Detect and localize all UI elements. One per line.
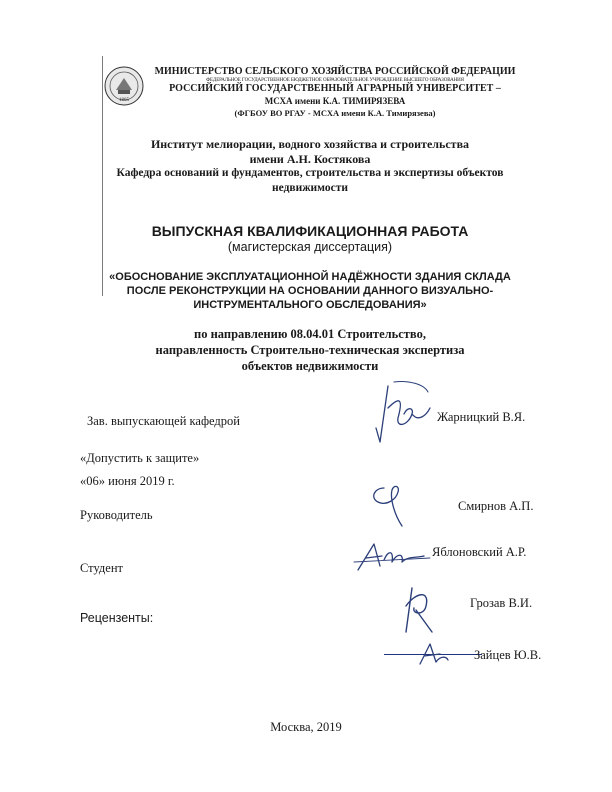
work-type: ВЫПУСКНАЯ КВАЛИФИКАЦИОННАЯ РАБОТА xyxy=(151,223,469,239)
institute-name-line2: имени А.Н. Костякова xyxy=(249,152,371,166)
thesis-title-line2: ПОСЛЕ РЕКОНСТРУКЦИИ НА ОСНОВАНИИ ДАННОГО ВИЗУАЛЬНО- xyxy=(126,285,494,297)
university-name-line2: МСХА имени К.А. ТИМИРЯЗЕВА xyxy=(264,96,406,106)
ministry-name: МИНИСТЕРСТВО СЕЛЬСКОГО ХОЗЯЙСТВА РОССИЙСКОЙ ФЕДЕРАЦИИ xyxy=(154,66,516,77)
head-of-department-signature xyxy=(368,378,438,450)
thesis-title-line1: «ОБОСНОВАНИЕ ЭКСПЛУАТАЦИОННОЙ НАДЁЖНОСТИ ЗДАНИЯ СКЛАДА xyxy=(109,271,511,283)
supervisor-signature xyxy=(362,478,422,534)
student-label: Студент xyxy=(80,561,123,575)
head-of-department-label: Зав. выпускающей кафедрой xyxy=(87,414,240,428)
reviewer2-name: Зайцев Ю.В. xyxy=(474,648,542,662)
supervisor-label: Руководитель xyxy=(80,508,153,522)
direction-line1: по направлению 08.04.01 Строительство, xyxy=(194,327,426,341)
supervisor-name: Смирнов А.П. xyxy=(458,499,534,513)
svg-text:1865: 1865 xyxy=(119,98,129,103)
approval-date: «06» июня 2019 г. xyxy=(80,474,175,488)
reviewers-label: Рецензенты: xyxy=(80,611,154,625)
department-name-line2: недвижимости xyxy=(271,182,348,194)
institution-type: ФЕДЕРАЛЬНОЕ ГОСУДАРСТВЕННОЕ БЮДЖЕТНОЕ ОБРАЗОВАТЕЛЬНОЕ УЧРЕЖДЕНИЕ ВЫСШЕГО ОБРАЗОВАНИЯ xyxy=(206,78,464,83)
direction-line3: объектов недвижимости xyxy=(241,359,379,373)
thesis-title-line3: ИНСТРУМЕНТАЛЬНОГО ОБСЛЕДОВАНИЯ» xyxy=(193,299,427,311)
university-abbreviation: (ФГБОУ ВО РГАУ - МСХА имени К.А. Тимирязева) xyxy=(234,108,436,118)
work-subtype: (магистерская диссертация) xyxy=(227,240,393,254)
direction-line2: направленность Строительно-техническая экспертиза xyxy=(155,343,465,357)
university-name: РОССИЙСКИЙ ГОСУДАРСТВЕННЫЙ АГРАРНЫЙ УНИВЕРСИТЕТ – xyxy=(169,83,501,94)
admit-to-defense: «Допустить к защите» xyxy=(80,451,200,465)
reviewer2-signature xyxy=(414,640,454,668)
reviewer1-name: Грозав В.И. xyxy=(470,596,533,610)
student-name: Яблоновский А.Р. xyxy=(432,545,527,559)
head-of-department-name: Жарницкий В.Я. xyxy=(437,410,526,424)
student-signature xyxy=(352,536,432,576)
institute-name: Институт мелиорации, водного хозяйства и строительства xyxy=(150,137,470,151)
city-year: Москва, 2019 xyxy=(270,720,342,734)
reviewer1-signature xyxy=(396,582,444,638)
department-name: Кафедра оснований и фундаментов, строительства и экспертизы объектов xyxy=(116,167,504,179)
